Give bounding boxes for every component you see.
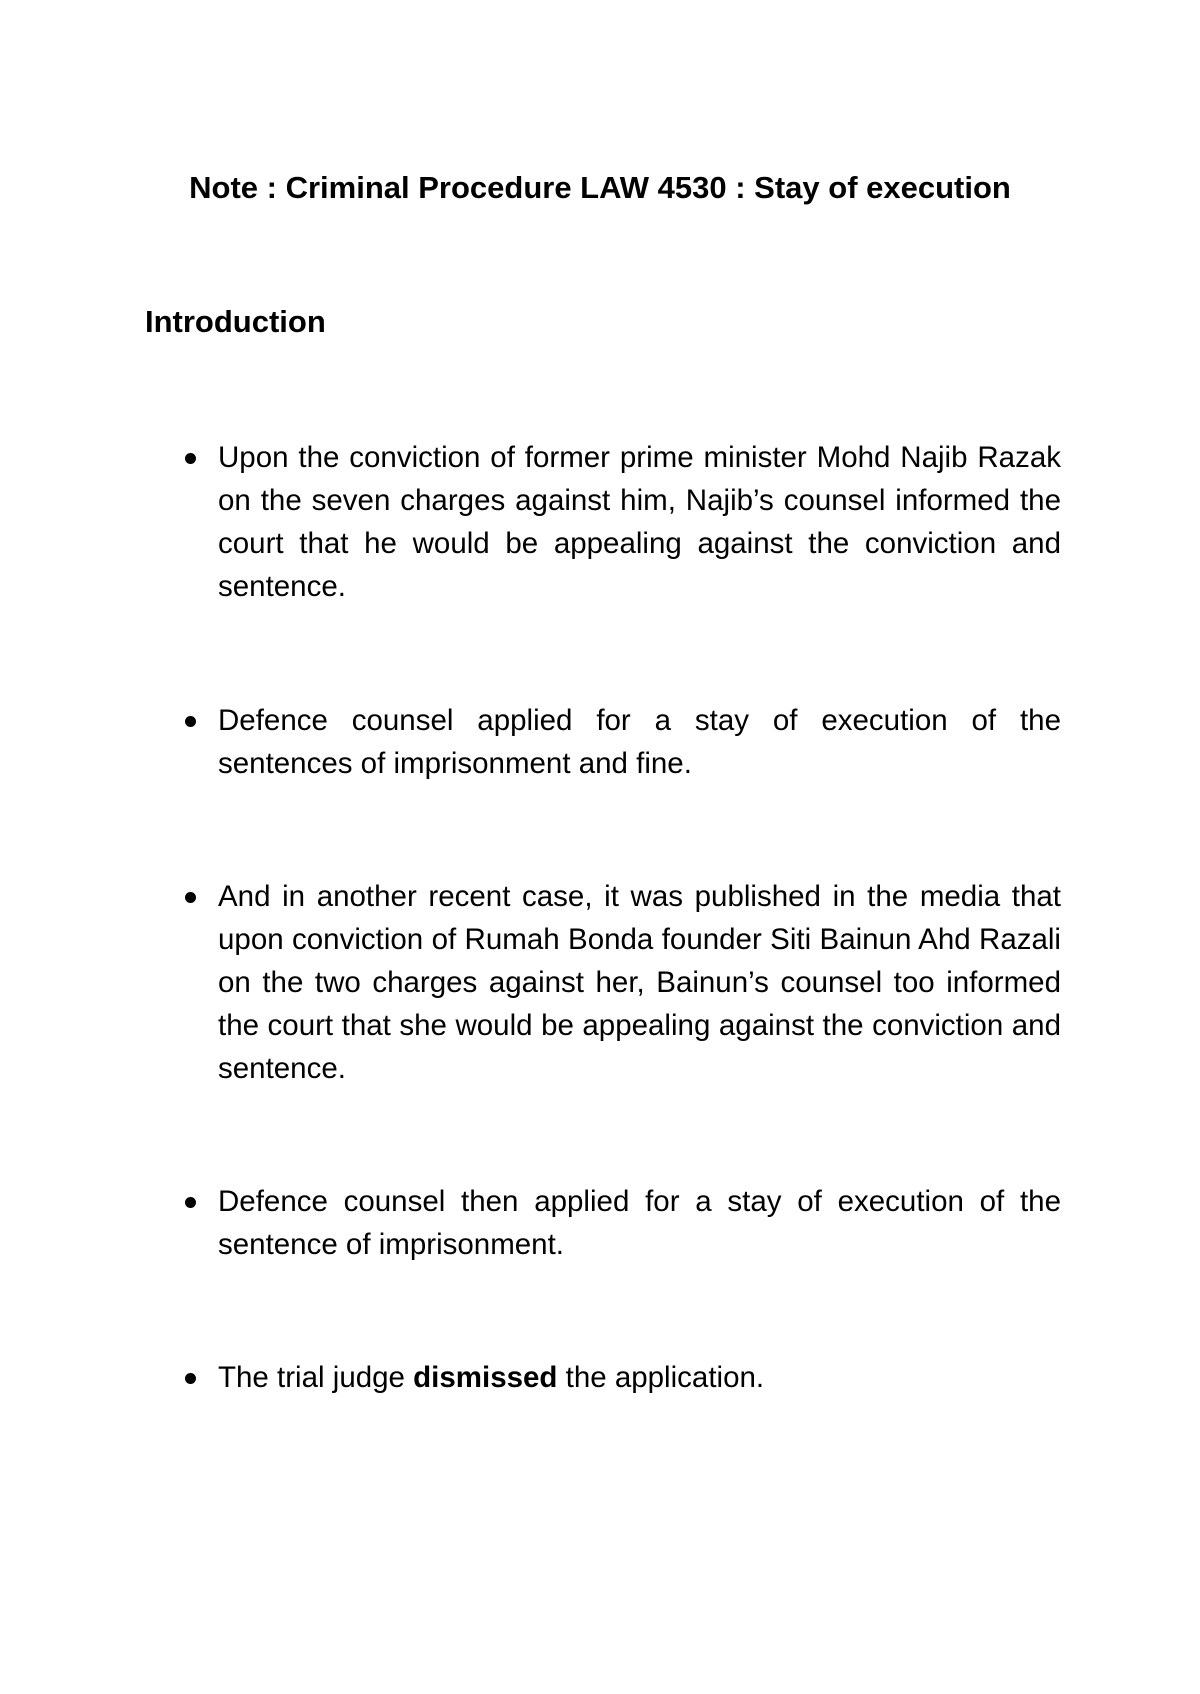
list-item <box>218 436 1061 608</box>
list-item-text-after: the application. <box>557 1361 765 1394</box>
document-title: Note : Criminal Procedure LAW 4530 : Stay of execution <box>189 170 1011 205</box>
bullet-icon <box>185 453 196 464</box>
list-item-text-bold: dismissed <box>413 1361 558 1394</box>
list-item <box>218 875 1061 1090</box>
list-item-text: Upon the conviction of former prime minister Mohd Najib Razak on the seven charges against him, Najib’s counsel informed the court that he would be appealing against the conviction and sentence. <box>218 441 1061 603</box>
list-item <box>218 1180 1061 1266</box>
list-item <box>218 1356 1061 1399</box>
bullet-icon <box>185 716 196 727</box>
bullet-icon <box>185 1197 196 1208</box>
list-item-text: Defence counsel applied for a stay of execution of the sentences of imprisonment and fine. <box>218 704 1061 780</box>
list-item-text: Defence counsel then applied for a stay of execution of the sentence of imprisonment. <box>218 1185 1061 1261</box>
list-item-text-before: The trial judge <box>218 1361 414 1394</box>
bullet-icon <box>185 892 196 903</box>
section-heading-introduction: Introduction <box>145 304 326 339</box>
list-item-text: And in another recent case, it was published in the media that upon conviction of Rumah Bonda founder Siti Bainun Ahd Razali on the two charges against her, Bainun’s counsel too informed the court that she would be appealing against the conviction and sentence. <box>218 880 1061 1085</box>
bullet-icon <box>185 1373 196 1384</box>
list-item <box>218 699 1061 785</box>
